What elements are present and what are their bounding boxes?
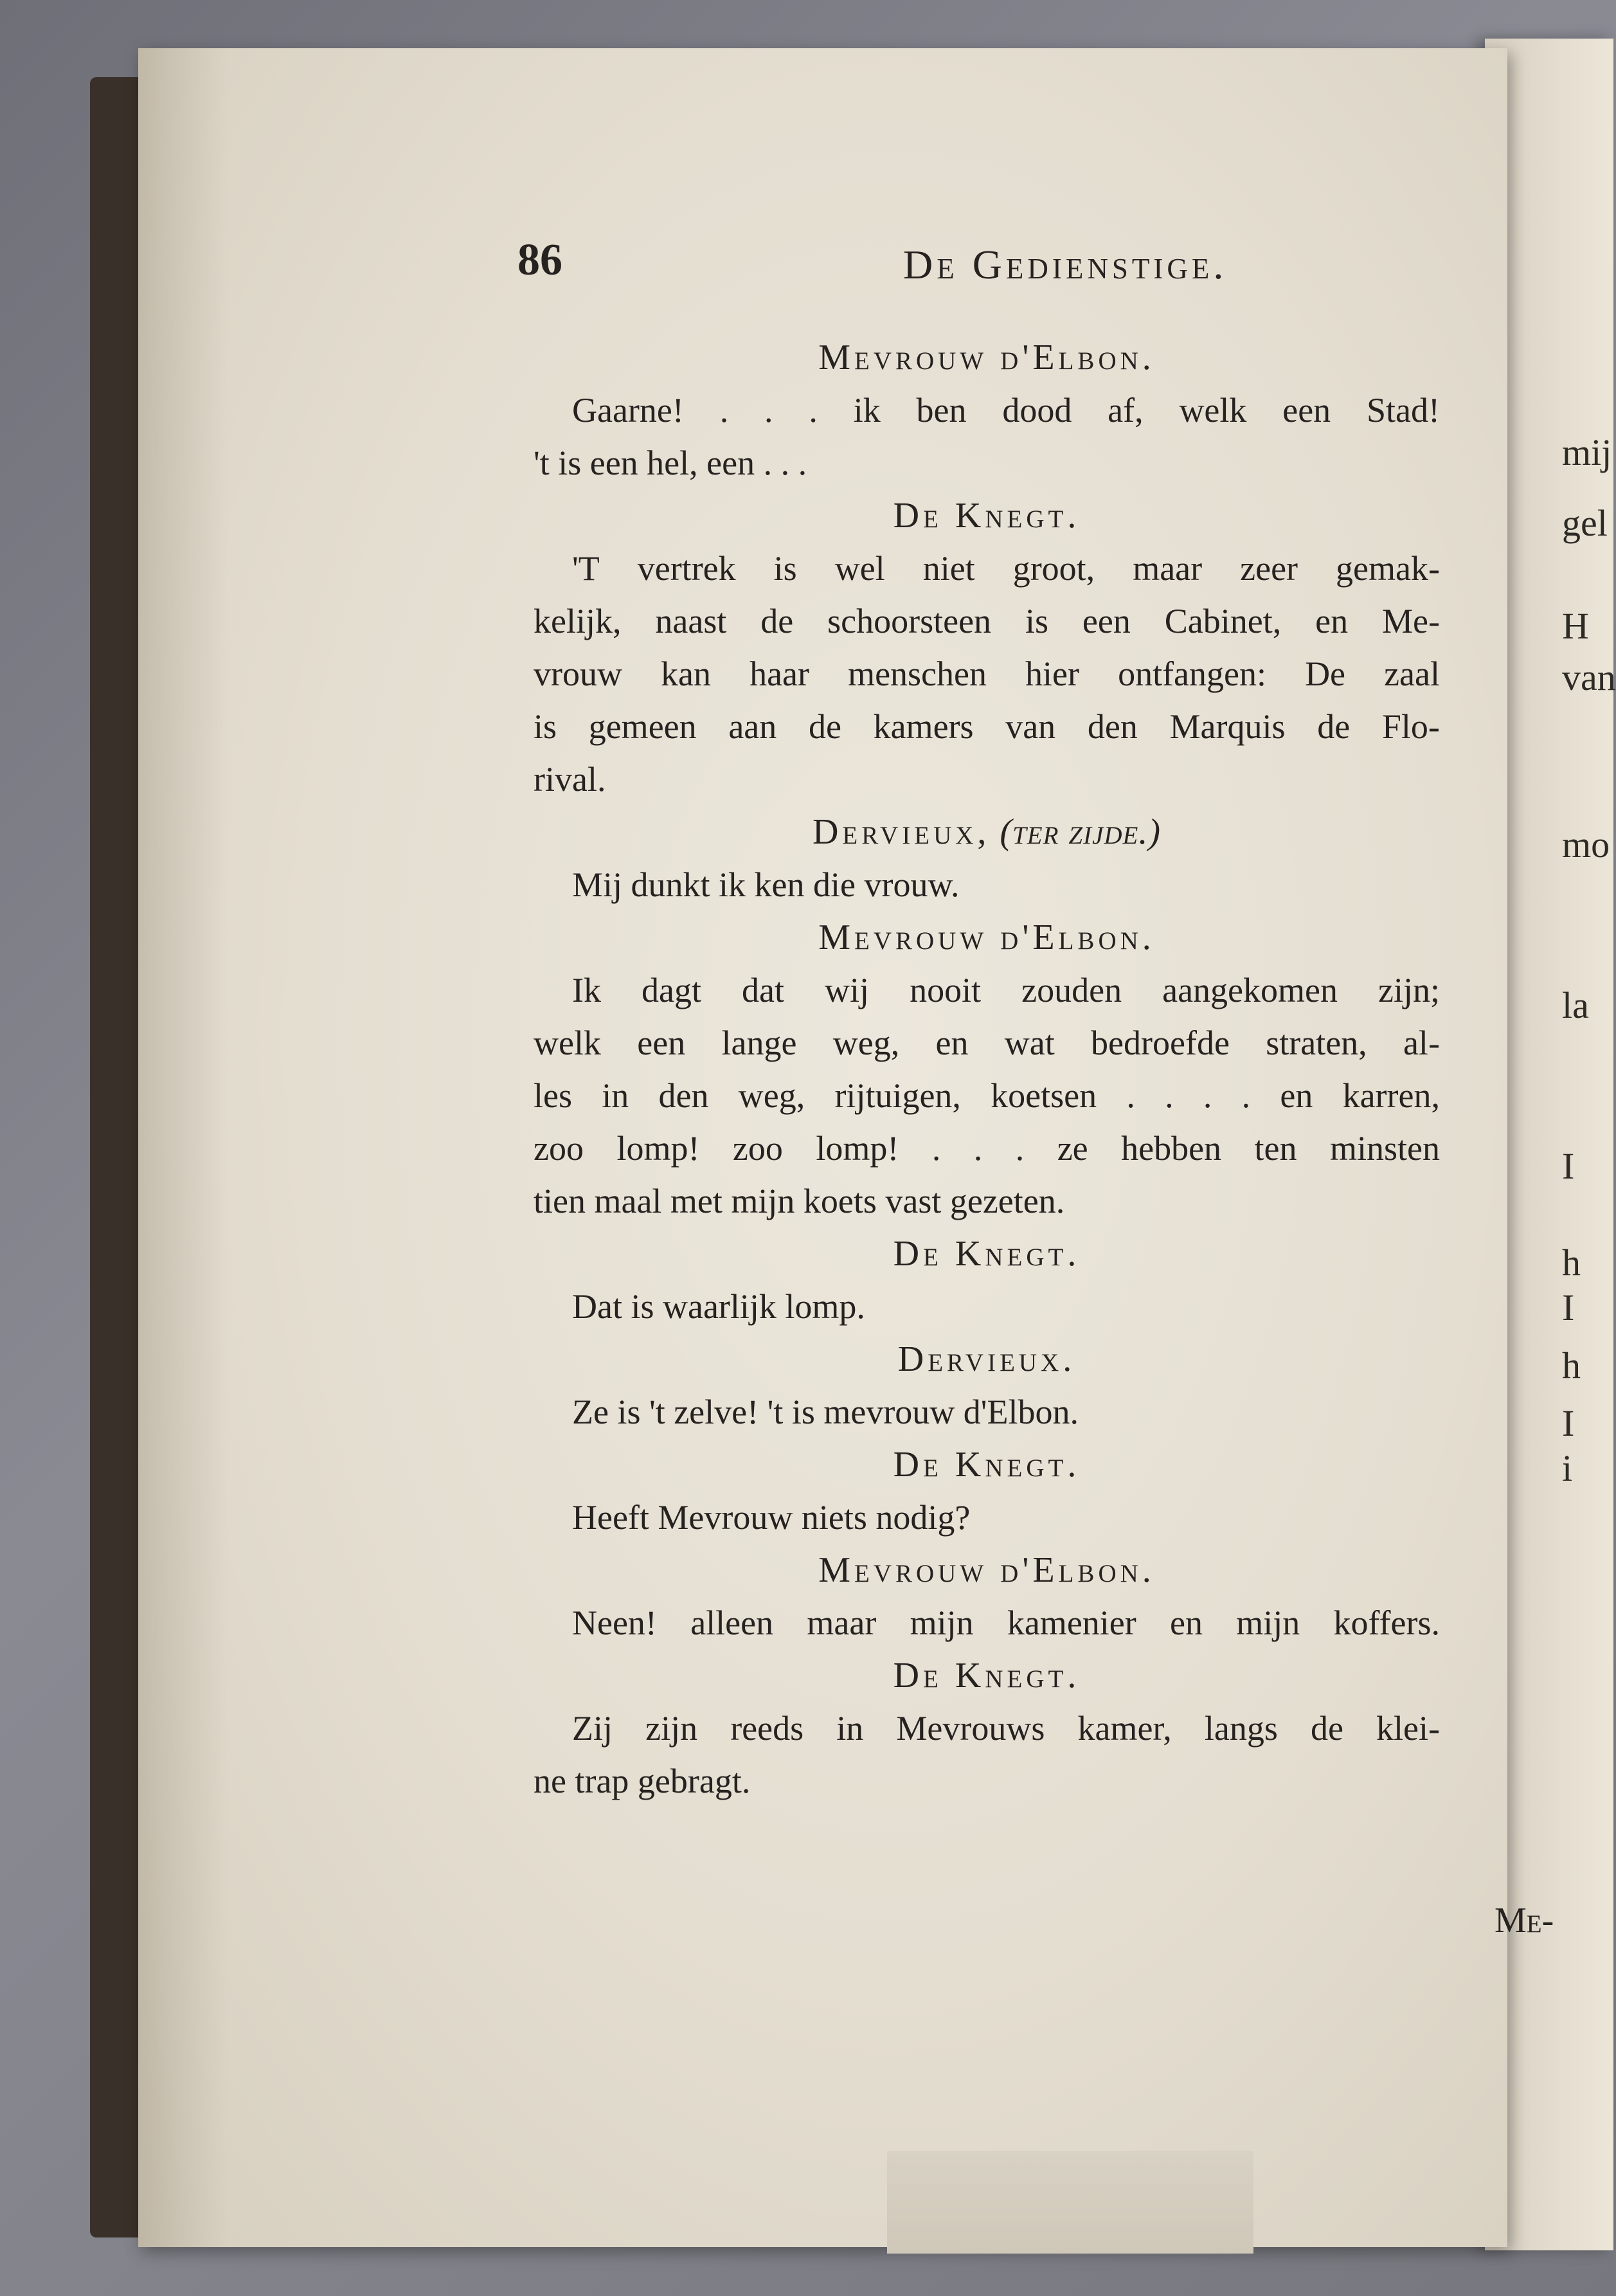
text-line: rival. [534, 760, 606, 799]
page-number: 86 [517, 235, 562, 285]
facing-page-fragment: mij [1562, 431, 1612, 473]
text-line: tien maal met mijn koets vast gezeten. [534, 1182, 1065, 1220]
facing-page-fragment: I [1562, 1402, 1575, 1444]
speaker-name: De Knegt. [893, 496, 1081, 536]
facing-page-fragment: h [1562, 1242, 1581, 1283]
text-line: Ze is 't zelve! 't is mevrouw d'Elbon. [572, 1393, 1079, 1431]
text-line: 't is een hel, een . . . [534, 444, 807, 482]
text-line: Gaarne! . . . ik ben dood af, welk een Stad! [572, 391, 1440, 429]
stage-direction: (ter zijde.) [990, 812, 1162, 852]
speaker-heading [534, 1438, 1440, 1491]
text-line: zoo lomp! zoo lomp! . . . ze hebben ten minsten [534, 1129, 1440, 1168]
running-head: De Gedienstige. [903, 242, 1228, 287]
text-line: is gemeen aan de kamers van den Marquis de Flo- [534, 707, 1440, 746]
speaker-heading [534, 1333, 1440, 1386]
speaker-name: Dervieux. [897, 1339, 1076, 1379]
speaker-heading [534, 489, 1440, 542]
text-line: 'T vertrek is wel niet groot, maar zeer gemak- [572, 549, 1440, 588]
blank-patch [887, 2151, 1253, 2254]
text-line: Zij zijn reeds in Mevrouws kamer, langs de klei- [572, 1709, 1440, 1748]
facing-page-fragment: mo [1562, 824, 1610, 865]
text-line: Dat is waarlijk lomp. [572, 1287, 865, 1326]
speaker-name: De Knegt. [893, 1445, 1081, 1485]
text-line: kelijk, naast de schoorsteen is een Cabinet, en Me- [534, 602, 1440, 640]
speaker-heading [534, 1544, 1440, 1596]
facing-page-fragment: i [1562, 1447, 1573, 1489]
page-text [534, 331, 1440, 1807]
speaker-name: Mevrouw d'Elbon. [818, 917, 1155, 957]
speaker-name: Dervieux, [812, 812, 991, 852]
text-line: Ik dagt dat wij nooit zouden aangekomen zijn; [572, 971, 1440, 1009]
text-line: ne trap gebragt. [534, 1762, 751, 1800]
speaker-heading [534, 1649, 1440, 1702]
text-line: les in den weg, rijtuigen, koetsen . . . . en karren, [534, 1076, 1440, 1115]
text-line: Heeft Mevrouw niets nodig? [572, 1498, 971, 1537]
facing-page-fragment: h [1562, 1344, 1581, 1386]
speaker-name: Mevrouw d'Elbon. [818, 1550, 1155, 1590]
speaker-heading [534, 911, 1440, 964]
speaker-name: De Knegt. [893, 1656, 1081, 1695]
speaker-name: De Knegt. [893, 1234, 1081, 1274]
catchword: Me- [1495, 1901, 1554, 1940]
text-line: Mij dunkt ik ken die vrouw. [572, 865, 960, 904]
speaker-name: Mevrouw d'Elbon. [818, 338, 1155, 377]
text-line: welk een lange weg, en wat bedroefde straten, al- [534, 1024, 1440, 1062]
book-page [138, 48, 1554, 2247]
text-line: vrouw kan haar menschen hier ontfangen: De zaal [534, 655, 1440, 693]
speaker-heading [534, 1227, 1440, 1280]
facing-page-fragment: la [1562, 984, 1589, 1026]
facing-page-fragment: I [1562, 1145, 1575, 1187]
facing-page-fragment: gel [1562, 502, 1608, 544]
facing-page-fragment: van [1562, 656, 1616, 698]
facing-page-fragment: H [1562, 605, 1589, 647]
text-line: Neen! alleen maar mijn kamenier en mijn koffers. [572, 1604, 1440, 1642]
speaker-heading [534, 806, 1440, 858]
facing-page-fragment: I [1562, 1287, 1575, 1328]
speaker-heading [534, 331, 1440, 384]
